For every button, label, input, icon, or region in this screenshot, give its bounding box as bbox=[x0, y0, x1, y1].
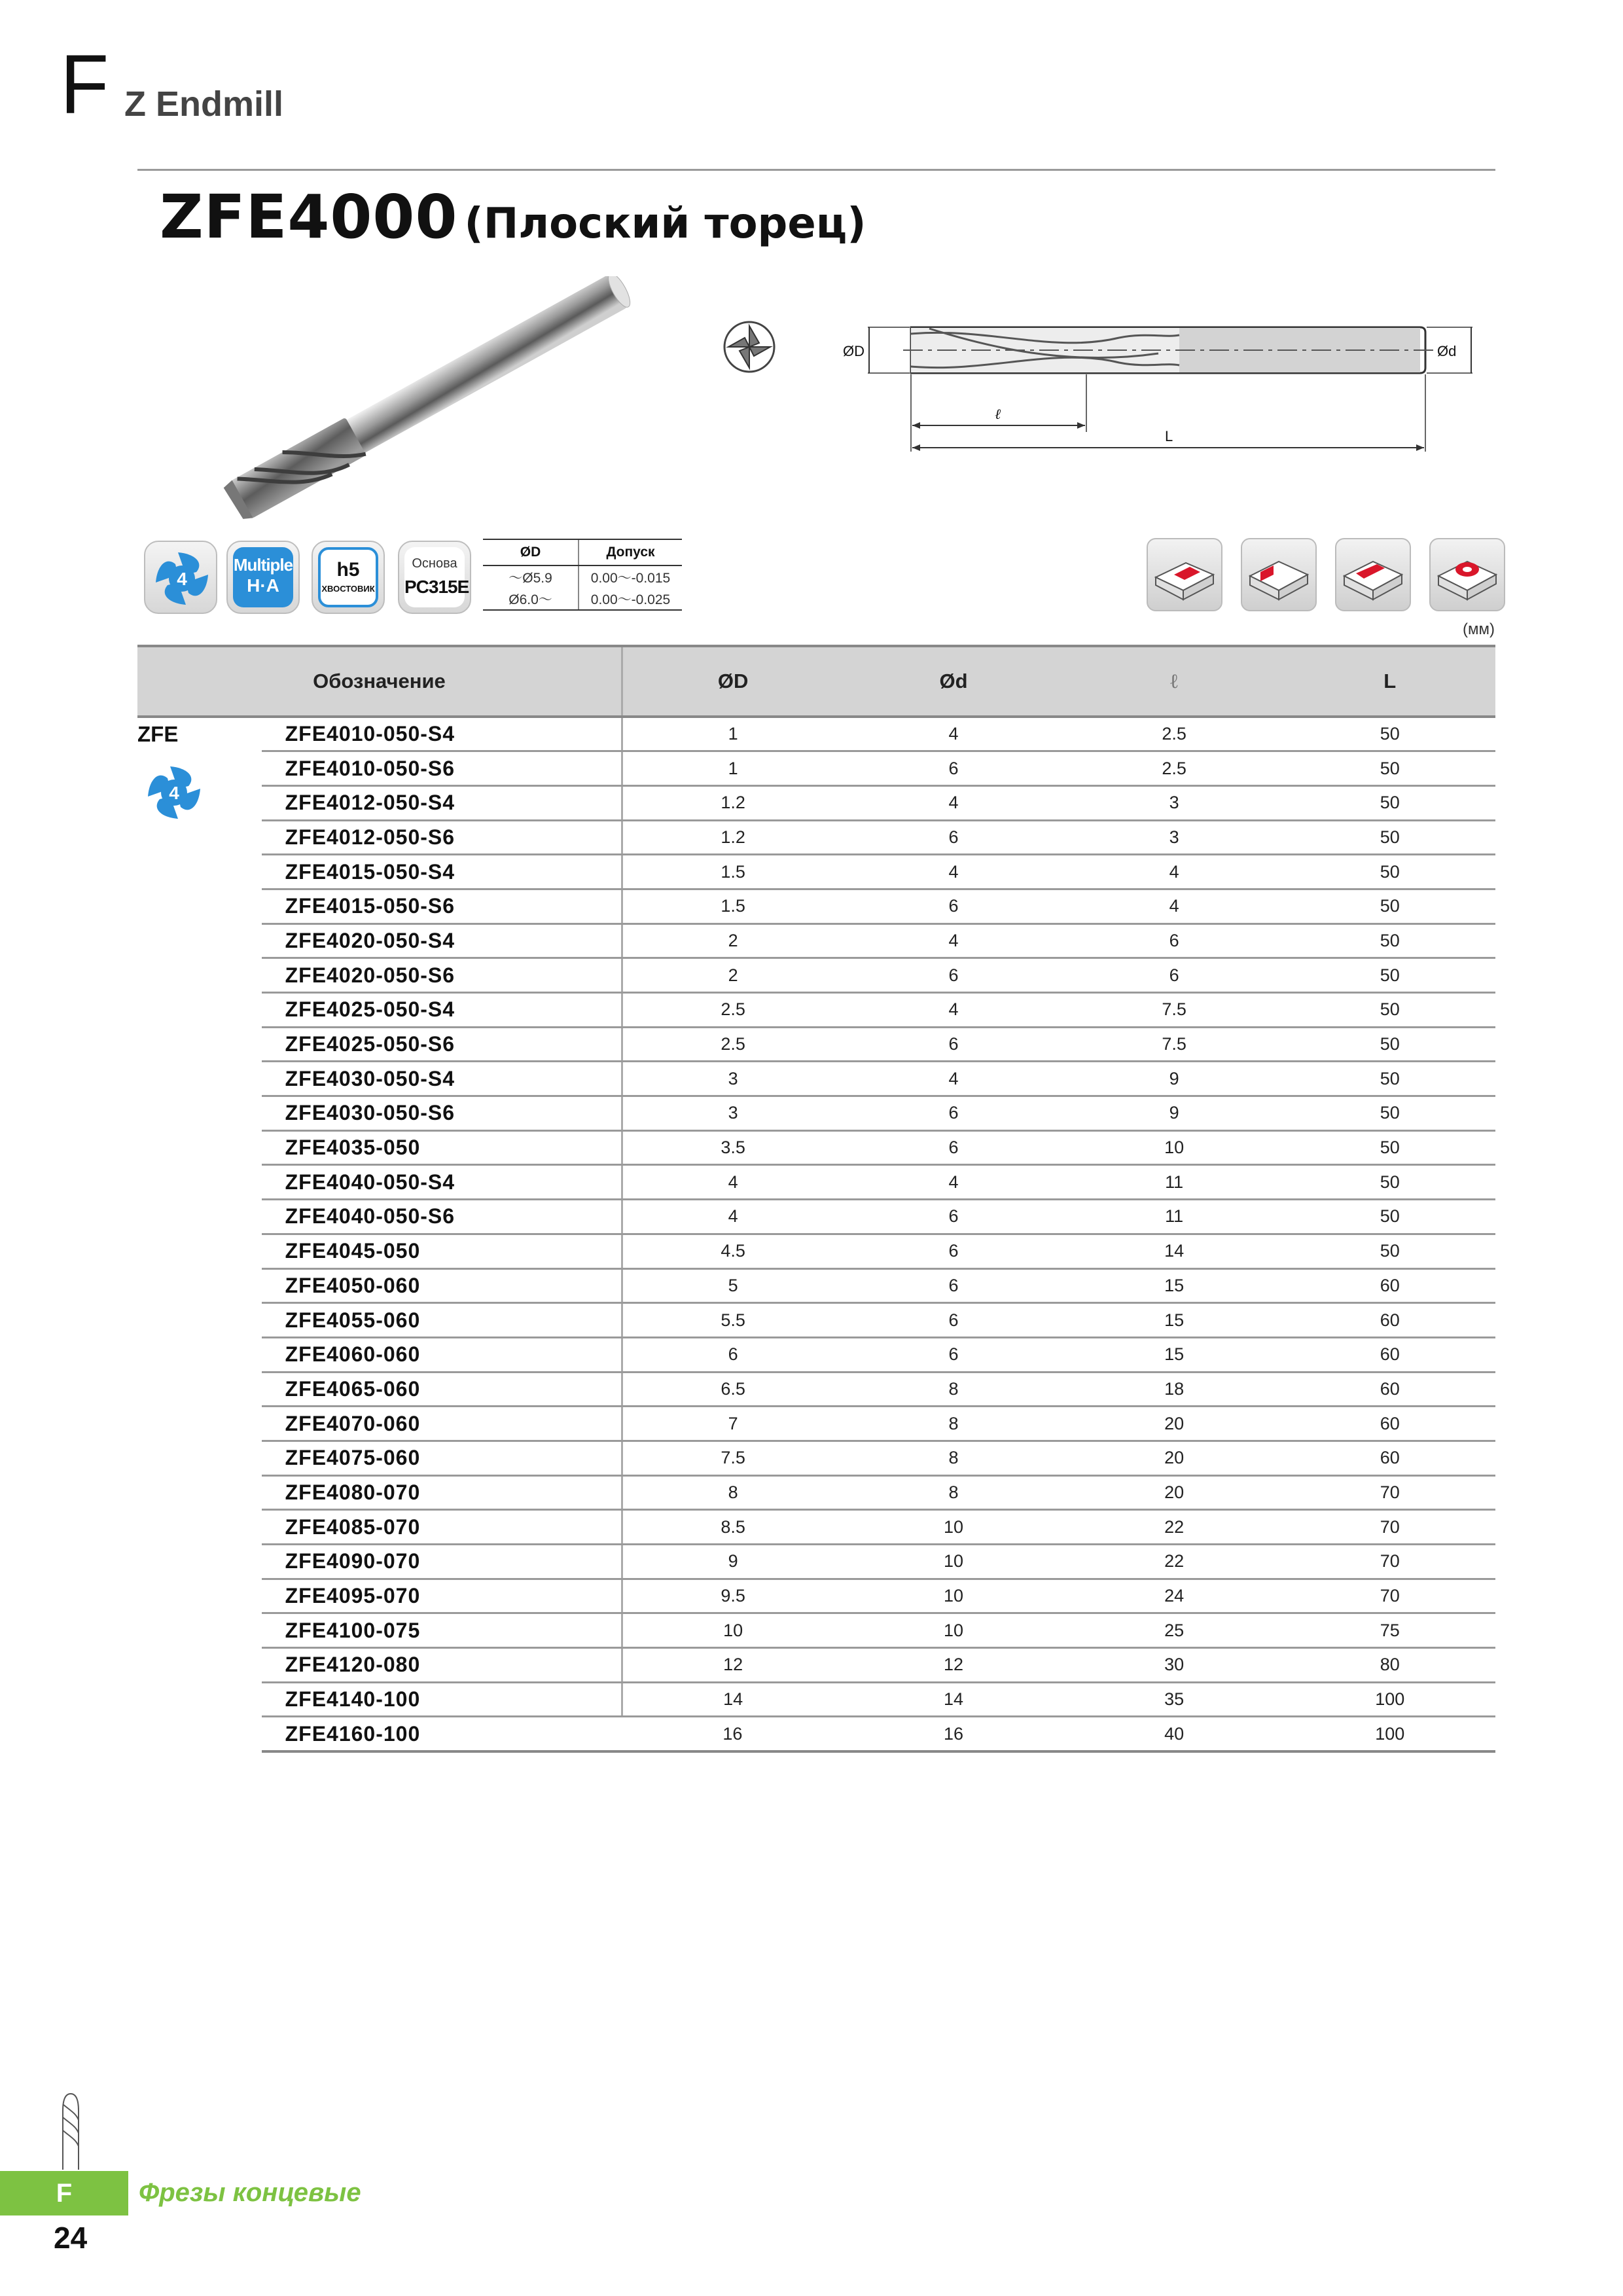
header-divider bbox=[137, 169, 1495, 171]
shoulder-milling-icon bbox=[1335, 538, 1411, 611]
cell-D: 5.5 bbox=[622, 1303, 843, 1338]
cell-l: 20 bbox=[1064, 1475, 1285, 1510]
cell-d: 4 bbox=[843, 1165, 1063, 1200]
cell-d: 6 bbox=[843, 1234, 1063, 1268]
cell-d: 8 bbox=[843, 1407, 1063, 1441]
cell-L: 50 bbox=[1284, 1200, 1495, 1234]
cell-L: 50 bbox=[1284, 1234, 1495, 1268]
section-letter: F bbox=[60, 38, 109, 132]
table-row bbox=[137, 924, 1495, 958]
cell-designation: ZFE4020-050-S6 bbox=[262, 958, 622, 993]
h5-shank-badge bbox=[312, 541, 385, 614]
cell-D: 8.5 bbox=[622, 1510, 843, 1545]
cell-L: 80 bbox=[1284, 1648, 1495, 1683]
cell-d: 10 bbox=[843, 1613, 1063, 1648]
ballmill-icon bbox=[58, 2091, 84, 2170]
cell-l: 22 bbox=[1064, 1510, 1285, 1545]
cell-l: 25 bbox=[1064, 1613, 1285, 1648]
cell-D: 4.5 bbox=[622, 1234, 843, 1268]
table-row bbox=[137, 1268, 1495, 1303]
cell-l: 30 bbox=[1064, 1648, 1285, 1683]
cell-D: 3 bbox=[622, 1096, 843, 1131]
cell-d: 10 bbox=[843, 1510, 1063, 1545]
cell-L: 60 bbox=[1284, 1268, 1495, 1303]
cell-D: 1.5 bbox=[622, 889, 843, 924]
cell-D: 5 bbox=[622, 1268, 843, 1303]
cell-designation: ZFE4095-070 bbox=[262, 1579, 622, 1613]
cell-l: 40 bbox=[1064, 1717, 1285, 1751]
cell-designation: ZFE4030-050-S4 bbox=[262, 1062, 622, 1096]
header-D: ØD bbox=[622, 646, 843, 717]
label-D: ØD bbox=[843, 343, 865, 359]
cell-l: 24 bbox=[1064, 1579, 1285, 1613]
table-row bbox=[137, 1062, 1495, 1096]
slotting-icon bbox=[1147, 538, 1222, 611]
cell-l: 7.5 bbox=[1064, 1027, 1285, 1062]
cell-L: 60 bbox=[1284, 1337, 1495, 1372]
header-l: ℓ bbox=[1064, 646, 1285, 717]
cell-L: 60 bbox=[1284, 1372, 1495, 1407]
cell-d: 6 bbox=[843, 958, 1063, 993]
cell-d: 4 bbox=[843, 993, 1063, 1028]
cell-d: 4 bbox=[843, 785, 1063, 820]
cell-d: 6 bbox=[843, 1200, 1063, 1234]
table-row bbox=[137, 1027, 1495, 1062]
cell-L: 70 bbox=[1284, 1579, 1495, 1613]
cell-d: 4 bbox=[843, 1062, 1063, 1096]
cell-d: 12 bbox=[843, 1648, 1063, 1683]
tol-row bbox=[483, 588, 682, 610]
table-row bbox=[137, 1200, 1495, 1234]
cell-L: 50 bbox=[1284, 751, 1495, 786]
cell-D: 1.5 bbox=[622, 855, 843, 889]
section-tab: F bbox=[0, 2171, 128, 2215]
series-label: ZFE bbox=[137, 722, 179, 746]
table-row bbox=[137, 1682, 1495, 1717]
base-line1: Основа bbox=[412, 556, 457, 571]
h5-line2: ХВОСТОВИК bbox=[321, 584, 375, 594]
cell-D: 2 bbox=[622, 958, 843, 993]
cell-designation: ZFE4050-060 bbox=[262, 1268, 622, 1303]
cell-D: 1 bbox=[622, 751, 843, 786]
cell-d: 6 bbox=[843, 751, 1063, 786]
cell-l: 22 bbox=[1064, 1545, 1285, 1579]
table-row bbox=[137, 1130, 1495, 1165]
cell-D: 7 bbox=[622, 1407, 843, 1441]
cell-D: 2.5 bbox=[622, 993, 843, 1028]
product-model: ZFE4000 bbox=[160, 182, 458, 252]
table-row bbox=[137, 889, 1495, 924]
cell-L: 60 bbox=[1284, 1303, 1495, 1338]
cell-l: 20 bbox=[1064, 1407, 1285, 1441]
table-row bbox=[137, 1165, 1495, 1200]
cell-designation: ZFE4090-070 bbox=[262, 1545, 622, 1579]
multiple-line1: Multiple bbox=[233, 555, 293, 575]
table-row bbox=[137, 1613, 1495, 1648]
cell-designation: ZFE4070-060 bbox=[262, 1407, 622, 1441]
cell-L: 60 bbox=[1284, 1441, 1495, 1475]
table-row bbox=[137, 717, 1495, 751]
cell-l: 15 bbox=[1064, 1303, 1285, 1338]
cell-D: 9.5 bbox=[622, 1579, 843, 1613]
cell-L: 50 bbox=[1284, 993, 1495, 1028]
side-milling-icon bbox=[1241, 538, 1317, 611]
cell-D: 3 bbox=[622, 1062, 843, 1096]
cell-D: 14 bbox=[622, 1682, 843, 1717]
cell-designation: ZFE4140-100 bbox=[262, 1682, 622, 1717]
cell-l: 9 bbox=[1064, 1096, 1285, 1131]
table-row bbox=[137, 993, 1495, 1028]
series-cell bbox=[137, 717, 262, 1751]
tol-cell: ～Ø5.9 bbox=[508, 570, 552, 586]
cell-designation: ZFE4045-050 bbox=[262, 1234, 622, 1268]
cell-L: 100 bbox=[1284, 1717, 1495, 1751]
dimension-drawing bbox=[713, 275, 1499, 471]
cell-l: 9 bbox=[1064, 1062, 1285, 1096]
section-tab-label: Фрезы концевые bbox=[139, 2178, 361, 2207]
units-label: (мм) bbox=[1463, 620, 1495, 638]
cell-D: 4 bbox=[622, 1165, 843, 1200]
cell-l: 10 bbox=[1064, 1130, 1285, 1165]
svg-text:4: 4 bbox=[177, 569, 187, 589]
cell-l: 35 bbox=[1064, 1682, 1285, 1717]
four-flute-icon bbox=[145, 542, 219, 615]
cell-designation: ZFE4035-050 bbox=[262, 1130, 622, 1165]
tolerance-table bbox=[483, 539, 682, 611]
table-row bbox=[137, 1303, 1495, 1338]
header-designation: Обозначение bbox=[137, 646, 622, 717]
cell-L: 70 bbox=[1284, 1545, 1495, 1579]
cell-l: 14 bbox=[1064, 1234, 1285, 1268]
label-L: L bbox=[1165, 428, 1173, 444]
cell-l: 7.5 bbox=[1064, 993, 1285, 1028]
cell-L: 50 bbox=[1284, 1165, 1495, 1200]
end-view-icon bbox=[724, 322, 774, 372]
svg-text:4: 4 bbox=[169, 783, 179, 803]
cell-designation: ZFE4020-050-S4 bbox=[262, 924, 622, 958]
cell-d: 8 bbox=[843, 1441, 1063, 1475]
table-row bbox=[137, 1717, 1495, 1751]
cell-L: 100 bbox=[1284, 1682, 1495, 1717]
table-row bbox=[137, 751, 1495, 786]
cell-L: 50 bbox=[1284, 1062, 1495, 1096]
cell-L: 50 bbox=[1284, 1027, 1495, 1062]
cell-L: 50 bbox=[1284, 924, 1495, 958]
cell-L: 50 bbox=[1284, 785, 1495, 820]
cell-designation: ZFE4075-060 bbox=[262, 1441, 622, 1475]
cell-l: 4 bbox=[1064, 889, 1285, 924]
cell-designation: ZFE4160-100 bbox=[262, 1717, 622, 1751]
tol-cell: Ø6.0～ bbox=[483, 588, 579, 610]
endmill-photo bbox=[145, 276, 656, 531]
pocket-milling-icon bbox=[1429, 538, 1505, 611]
cell-d: 4 bbox=[843, 855, 1063, 889]
tol-header-tol: Допуск bbox=[579, 539, 682, 565]
tol-cell: 0.00～-0.025 bbox=[579, 588, 682, 610]
header-d: Ød bbox=[843, 646, 1063, 717]
cell-d: 8 bbox=[843, 1372, 1063, 1407]
cell-designation: ZFE4040-050-S4 bbox=[262, 1165, 622, 1200]
label-d: Ød bbox=[1437, 343, 1457, 359]
cell-L: 50 bbox=[1284, 855, 1495, 889]
cell-l: 11 bbox=[1064, 1200, 1285, 1234]
product-description: (Плоский торец) bbox=[464, 200, 866, 248]
cell-designation: ZFE4012-050-S4 bbox=[262, 785, 622, 820]
page-number: 24 bbox=[54, 2221, 88, 2255]
table-row bbox=[137, 820, 1495, 855]
cell-D: 1.2 bbox=[622, 820, 843, 855]
cell-L: 70 bbox=[1284, 1475, 1495, 1510]
cell-d: 8 bbox=[843, 1475, 1063, 1510]
cell-D: 16 bbox=[622, 1717, 843, 1751]
table-row bbox=[137, 1337, 1495, 1372]
table-row bbox=[137, 1475, 1495, 1510]
table-row bbox=[137, 1648, 1495, 1683]
cell-D: 2.5 bbox=[622, 1027, 843, 1062]
cell-l: 4 bbox=[1064, 855, 1285, 889]
cell-D: 7.5 bbox=[622, 1441, 843, 1475]
cell-L: 50 bbox=[1284, 1130, 1495, 1165]
cell-d: 6 bbox=[843, 1096, 1063, 1131]
cell-d: 4 bbox=[843, 924, 1063, 958]
cell-d: 4 bbox=[843, 717, 1063, 751]
cell-l: 15 bbox=[1064, 1337, 1285, 1372]
cell-L: 50 bbox=[1284, 717, 1495, 751]
cell-d: 14 bbox=[843, 1682, 1063, 1717]
cell-designation: ZFE4120-080 bbox=[262, 1648, 622, 1683]
cell-D: 12 bbox=[622, 1648, 843, 1683]
cell-L: 50 bbox=[1284, 958, 1495, 993]
cell-designation: ZFE4025-050-S4 bbox=[262, 993, 622, 1028]
cell-D: 1.2 bbox=[622, 785, 843, 820]
cell-d: 6 bbox=[843, 1027, 1063, 1062]
cell-L: 70 bbox=[1284, 1510, 1495, 1545]
cell-D: 6.5 bbox=[622, 1372, 843, 1407]
table-row bbox=[137, 1407, 1495, 1441]
cell-D: 10 bbox=[622, 1613, 843, 1648]
dimension-table bbox=[137, 645, 1495, 1753]
section-title: Z Endmill bbox=[124, 84, 283, 124]
flutes-badge bbox=[144, 541, 217, 614]
label-l: ℓ bbox=[995, 406, 1001, 423]
cell-L: 75 bbox=[1284, 1613, 1495, 1648]
cell-l: 18 bbox=[1064, 1372, 1285, 1407]
cell-l: 6 bbox=[1064, 924, 1285, 958]
base-line2: PC315E bbox=[404, 577, 469, 597]
cell-D: 9 bbox=[622, 1545, 843, 1579]
cell-d: 6 bbox=[843, 820, 1063, 855]
cell-d: 10 bbox=[843, 1545, 1063, 1579]
cell-L: 50 bbox=[1284, 1096, 1495, 1131]
cell-l: 3 bbox=[1064, 820, 1285, 855]
cell-L: 60 bbox=[1284, 1407, 1495, 1441]
cell-D: 2 bbox=[622, 924, 843, 958]
base-grade-badge bbox=[398, 541, 471, 614]
cell-designation: ZFE4080-070 bbox=[262, 1475, 622, 1510]
table-row bbox=[137, 785, 1495, 820]
cell-D: 3.5 bbox=[622, 1130, 843, 1165]
cell-designation: ZFE4055-060 bbox=[262, 1303, 622, 1338]
multiple-line2: H·A bbox=[247, 575, 279, 596]
tol-row bbox=[483, 565, 682, 588]
table-row bbox=[137, 1510, 1495, 1545]
table-row bbox=[137, 855, 1495, 889]
table-row bbox=[137, 1234, 1495, 1268]
multiple-ha-badge bbox=[226, 541, 300, 614]
cell-d: 6 bbox=[843, 1130, 1063, 1165]
table-row bbox=[137, 1372, 1495, 1407]
cell-d: 10 bbox=[843, 1579, 1063, 1613]
table-row bbox=[137, 958, 1495, 993]
table-row bbox=[137, 1441, 1495, 1475]
cell-designation: ZFE4060-060 bbox=[262, 1337, 622, 1372]
cell-designation: ZFE4025-050-S6 bbox=[262, 1027, 622, 1062]
h5-line1: h5 bbox=[336, 559, 360, 581]
cell-designation: ZFE4010-050-S6 bbox=[262, 751, 622, 786]
cell-l: 2.5 bbox=[1064, 751, 1285, 786]
cell-d: 6 bbox=[843, 1268, 1063, 1303]
cell-designation: ZFE4010-050-S4 bbox=[262, 717, 622, 751]
cell-D: 6 bbox=[622, 1337, 843, 1372]
cell-D: 1 bbox=[622, 717, 843, 751]
cell-l: 3 bbox=[1064, 785, 1285, 820]
table-row bbox=[137, 1096, 1495, 1131]
cell-L: 50 bbox=[1284, 820, 1495, 855]
cell-l: 6 bbox=[1064, 958, 1285, 993]
cell-D: 4 bbox=[622, 1200, 843, 1234]
cell-l: 11 bbox=[1064, 1165, 1285, 1200]
cell-l: 2.5 bbox=[1064, 717, 1285, 751]
cell-designation: ZFE4015-050-S6 bbox=[262, 889, 622, 924]
cell-designation: ZFE4100-075 bbox=[262, 1613, 622, 1648]
header-L: L bbox=[1284, 646, 1495, 717]
cell-designation: ZFE4085-070 bbox=[262, 1510, 622, 1545]
tol-cell: 0.00～-0.015 bbox=[579, 565, 682, 588]
cell-l: 15 bbox=[1064, 1268, 1285, 1303]
four-flute-icon bbox=[141, 760, 207, 825]
table-row bbox=[137, 1579, 1495, 1613]
table-row bbox=[137, 1545, 1495, 1579]
cell-designation: ZFE4012-050-S6 bbox=[262, 820, 622, 855]
cell-designation: ZFE4030-050-S6 bbox=[262, 1096, 622, 1131]
cell-D: 8 bbox=[622, 1475, 843, 1510]
cell-l: 20 bbox=[1064, 1441, 1285, 1475]
cell-designation: ZFE4015-050-S4 bbox=[262, 855, 622, 889]
cell-d: 6 bbox=[843, 1303, 1063, 1338]
cell-d: 6 bbox=[843, 889, 1063, 924]
cell-d: 16 bbox=[843, 1717, 1063, 1751]
tol-header-d: ØD bbox=[483, 539, 579, 565]
cell-designation: ZFE4065-060 bbox=[262, 1372, 622, 1407]
cell-designation: ZFE4040-050-S6 bbox=[262, 1200, 622, 1234]
cell-L: 50 bbox=[1284, 889, 1495, 924]
product-title bbox=[160, 182, 866, 252]
cell-d: 6 bbox=[843, 1337, 1063, 1372]
